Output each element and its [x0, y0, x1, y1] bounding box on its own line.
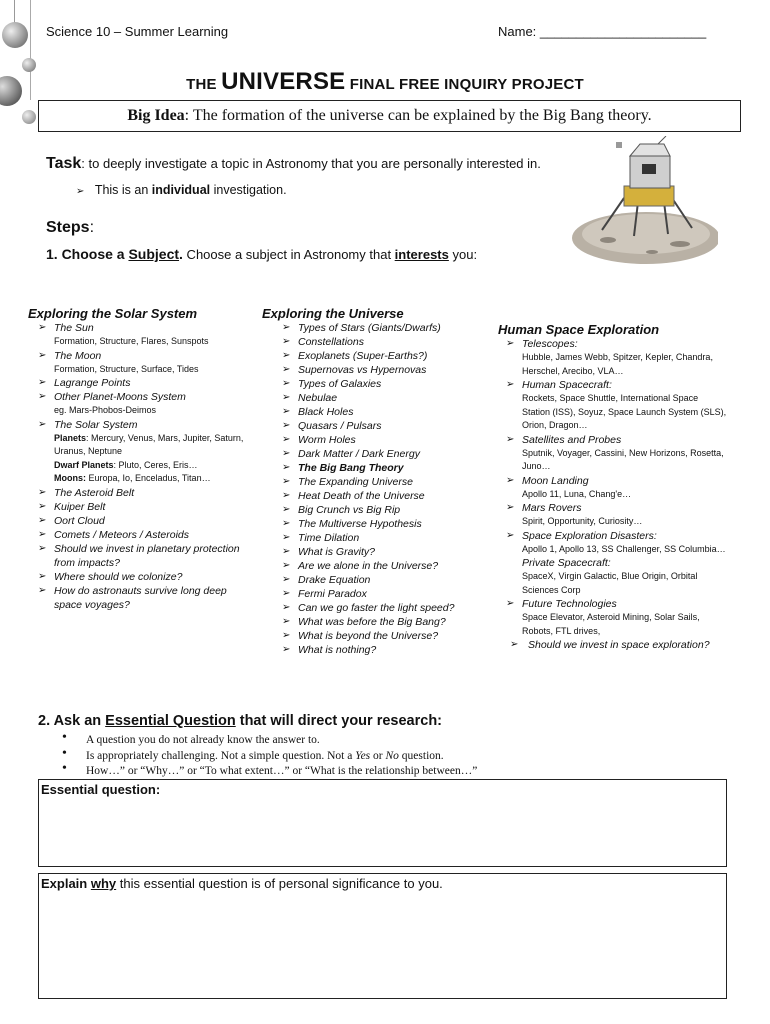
- title-universe: UNIVERSE: [221, 68, 346, 95]
- list-item: ➢ Nebulae: [282, 392, 338, 404]
- task-line: [46, 155, 541, 173]
- list-item: ➢ The Expanding Universe: [282, 476, 413, 488]
- task-bullet: [76, 183, 287, 197]
- arrow-bullet-icon: ➢: [76, 186, 85, 197]
- list-item: ➢ Other Planet-Moons System eg. Mars-Phobos-Deimos: [38, 391, 186, 415]
- list-item: ➢ Big Crunch vs Big Rip: [282, 504, 401, 516]
- list-item: ➢ The Asteroid Belt: [38, 486, 135, 499]
- list-item: ➢ How do astronauts survive long deep space voyages?: [38, 584, 227, 611]
- list-item: • Is appropriately challenging. Not a simple question. Not a Yes or No question.: [62, 749, 477, 765]
- list-item: ➢ Drake Equation: [282, 574, 371, 586]
- page-title: [0, 68, 770, 96]
- list-item: ➢ Human Spacecraft: Rockets, Space Shuttle, International Space Station (ISS), Soyuz, Space Launch System (SLS), Orion, Dragon…: [506, 379, 727, 430]
- list-item: ➢ Moon Landing Apollo 11, Luna, Chang'e…: [506, 474, 632, 499]
- solar-list: [38, 321, 250, 612]
- list-item: ➢ Should we invest in planetary protection from impacts?: [38, 542, 240, 569]
- human-column-title: Human Space Exploration: [498, 322, 660, 337]
- title-pre: THE: [186, 76, 222, 93]
- step1-num: 1. Choose a: [46, 246, 129, 262]
- list-item: ➢ Can we go faster the light speed?: [282, 602, 455, 614]
- title-post: FINAL FREE INQUIRY PROJECT: [345, 76, 584, 93]
- list-item: ➢ What was before the Big Bang?: [282, 616, 446, 628]
- list-item: ➢ Kuiper Belt: [38, 500, 106, 513]
- human-exploration-column: [498, 322, 728, 652]
- step1-subject: Subject: [128, 246, 180, 262]
- list-item: ➢ Quasars / Pulsars: [282, 420, 382, 432]
- list-item: ➢ Where should we colonize?: [38, 570, 183, 583]
- list-item: ➢ Time Dilation: [282, 532, 360, 544]
- explain-label-post: this essential question is of personal significance to you.: [116, 876, 443, 891]
- list-item: ➢ Types of Galaxies: [282, 378, 382, 390]
- big-idea-box: [38, 100, 741, 132]
- step1-text: Choose a subject in Astronomy that: [182, 247, 395, 262]
- list-item: ➢ Lagrange Points: [38, 377, 131, 389]
- steps-heading: [46, 219, 94, 237]
- step1-you: you:: [448, 247, 478, 262]
- list-item: ➢ Dark Matter / Dark Energy: [282, 448, 420, 460]
- list-item: ➢ Space Exploration Disasters: Apollo 1, Apollo 13, SS Challenger, SS Columbia…: [506, 529, 726, 554]
- list-item: ➢ Supernovas vs Hypernovas: [282, 364, 427, 376]
- list-item: ➢ Mars Rovers Spirit, Opportunity, Curiosity…: [506, 502, 643, 526]
- list-item: ➢ The Solar System Planets: Mercury, Venus, Mars, Jupiter, Saturn, Uranus, Neptune Dwarf Planets: Pluto, Ceres, Eris… Moons: Europa, Io, Enceladus, Titan…: [38, 418, 244, 483]
- essential-question-label: Essential question:: [41, 782, 161, 797]
- significance-field[interactable]: [38, 873, 727, 999]
- name-field[interactable]: Name: _______________________: [498, 24, 707, 39]
- list-item: ➢ Heat Death of the Universe: [282, 490, 425, 502]
- task-bullet-post: investigation.: [210, 183, 287, 197]
- list-item: ➢ Worm Holes: [282, 434, 356, 446]
- explain-label-pre: Explain: [41, 876, 91, 891]
- step1-dot: .: [179, 246, 183, 262]
- criteria-list: [62, 733, 477, 780]
- task-label: Task: [46, 155, 82, 172]
- step-1: [46, 246, 477, 262]
- list-item: ➢ Black Holes: [282, 406, 354, 418]
- task-text: : to deeply investigate a topic in Astronomy that you are personally interested in.: [81, 156, 541, 171]
- list-item: ➢ Future Technologies Space Elevator, Asteroid Mining, Solar Sails, Robots, FTL drives,: [506, 598, 700, 636]
- list-item: • How…” or “Why…” or “To what extent…” or “What is the relationship between…”: [62, 764, 477, 780]
- list-item: ➢ The Multiverse Hypothesis: [282, 518, 422, 530]
- explain-why: why: [90, 876, 117, 891]
- list-item: ➢ Types of Stars (Giants/Dwarfs): [282, 322, 441, 334]
- list-item: ➢ What is nothing?: [282, 644, 377, 656]
- list-item: ➢ The Big Bang Theory: [282, 462, 404, 474]
- list-item: ➢ The Moon Formation, Structure, Surface, Tides: [38, 349, 199, 374]
- list-item: ➢ Should we invest in space exploration?: [510, 639, 710, 651]
- task-bullet-bold: individual: [151, 183, 211, 197]
- list-item: Private Spacecraft: SpaceX, Virgin Galactic, Blue Origin, Orbital Sciences Corp: [522, 557, 698, 595]
- list-item: ➢ The Sun Formation, Structure, Flares, Sunspots: [38, 322, 209, 346]
- steps-colon: :: [89, 219, 95, 236]
- human-list: [506, 337, 728, 652]
- step1-interests: interests: [394, 247, 449, 262]
- universe-column-title: Exploring the Universe: [262, 306, 404, 321]
- list-item: ➢ Are we alone in the Universe?: [282, 560, 439, 572]
- list-item: ➢ Telescopes: Hubble, James Webb, Spitzer, Kepler, Chandra, Herschel, Arecibo, VLA…: [506, 338, 713, 376]
- lunar-module-image: [568, 136, 718, 268]
- essential-question-field[interactable]: [38, 779, 727, 867]
- list-item: ➢ What is Gravity?: [282, 546, 376, 558]
- list-item: • A question you do not already know the answer to.: [62, 733, 477, 749]
- big-idea-text: : The formation of the universe can be explained by the Big Bang theory.: [184, 107, 652, 124]
- solar-column-title: Exploring the Solar System: [28, 306, 198, 321]
- list-item: ➢ Fermi Paradox: [282, 588, 367, 600]
- universe-column: [262, 306, 482, 657]
- list-item: ➢ Exoplanets (Super-Earths?): [282, 350, 428, 362]
- universe-list: [282, 321, 482, 657]
- steps-label: Steps: [46, 219, 90, 236]
- step-2-heading: 2. Ask an Essential Question that will direct your research:: [38, 713, 443, 729]
- big-idea-label: Big Idea: [127, 107, 185, 124]
- course-label: Science 10 – Summer Learning: [46, 24, 229, 39]
- solar-system-column: [28, 306, 250, 612]
- list-item: ➢ What is beyond the Universe?: [282, 630, 439, 642]
- task-bullet-pre: This is an: [94, 183, 152, 197]
- list-item: ➢ Comets / Meteors / Asteroids: [38, 528, 189, 541]
- list-item: ➢ Satellites and Probes Sputnik, Voyager, Cassini, New Horizons, Rosetta, Juno…: [506, 433, 724, 471]
- list-item: ➢ Oort Cloud: [38, 514, 105, 527]
- list-item: ➢ Constellations: [282, 336, 364, 348]
